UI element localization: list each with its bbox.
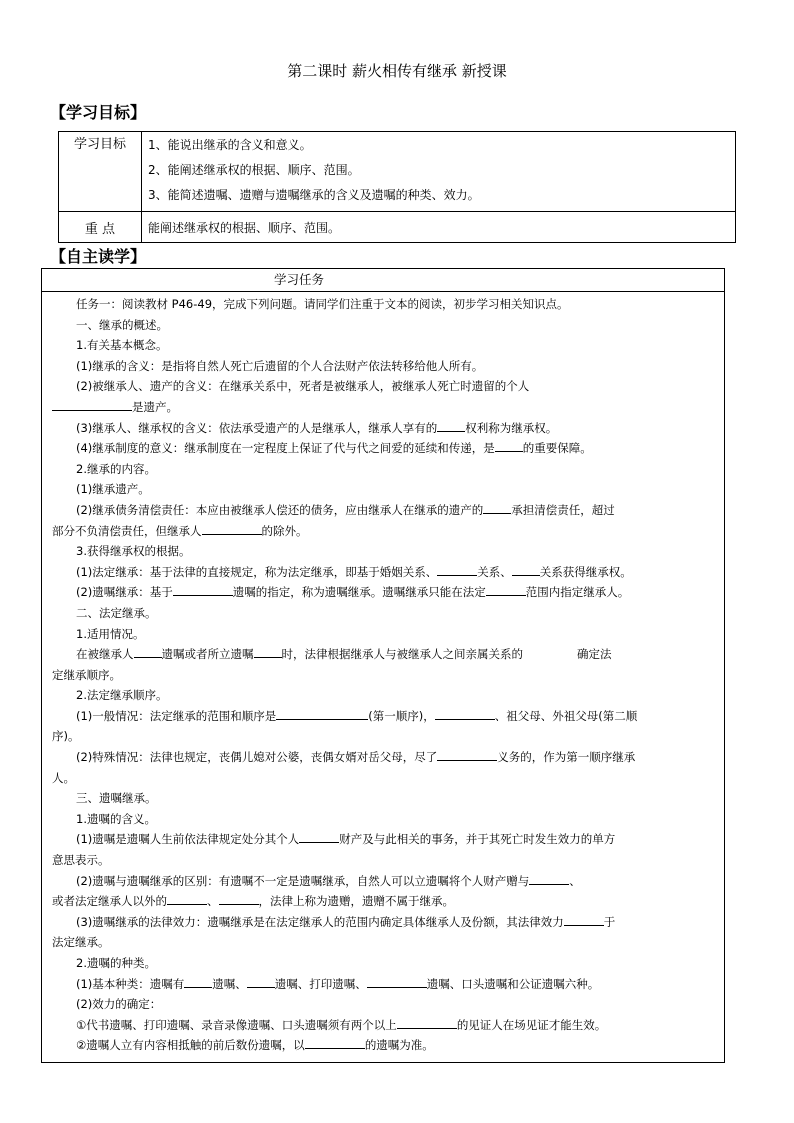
fill-blank[interactable] bbox=[219, 891, 259, 905]
objective-item: 1、能说出继承的含义和意义。 bbox=[148, 138, 312, 152]
task-line: (3)继承人、继承权的含义：依法承受遗产的人是继承人，继承人享有的 权利称为继承权。 bbox=[52, 418, 714, 439]
task-line: 法定继承。 bbox=[52, 935, 110, 950]
fill-blank[interactable] bbox=[437, 418, 465, 432]
fill-blank[interactable] bbox=[202, 521, 262, 535]
task-line: 3.获得继承权的根据。 bbox=[76, 544, 191, 559]
task-line: (2)遗嘱与遗嘱继承的区别：有遗嘱不一定是遗嘱继承，自然人可以立遗嘱将个人财产赠与 、 bbox=[52, 871, 714, 892]
fill-blank[interactable] bbox=[397, 1015, 457, 1029]
fill-blank[interactable] bbox=[184, 974, 212, 988]
page-title: 第二课时 薪火相传有继承 新授课 bbox=[287, 62, 507, 80]
task-line: (1)继承遗产。 bbox=[76, 482, 150, 497]
task-line: (1)法定继承：基于法律的直接规定，称为法定继承，即基于婚姻关系、 关系、 关系获得继承权。 bbox=[52, 562, 714, 583]
task-line: 1.适用情况。 bbox=[76, 626, 145, 641]
task-line: 1.有关基本概念。 bbox=[76, 338, 168, 353]
task-line: 任务一：阅读教材 P46-49，完成下列问题。请同学们注重于文本的阅读，初步学习相关知识点。 bbox=[76, 297, 569, 311]
task-header: 学习任务 bbox=[42, 269, 724, 292]
fill-blank[interactable] bbox=[437, 562, 477, 576]
fill-blank[interactable] bbox=[512, 562, 540, 576]
objectives-table bbox=[58, 131, 736, 243]
task-line: ①代书遗嘱、打印遗嘱、录音录像遗嘱、口头遗嘱须有两个以上 的见证人在场见证才能生效。 bbox=[52, 1015, 714, 1036]
task-line: 序)。 bbox=[52, 729, 80, 744]
task-line: 或者法定继承人以外的 、 ，法律上称为遗赠，遗赠不属于继承。 bbox=[52, 891, 714, 912]
fill-blank[interactable] bbox=[254, 644, 282, 658]
fill-blank[interactable] bbox=[529, 871, 569, 885]
task-line: (1)基本种类：遗嘱有 遗嘱、 遗嘱、打印遗嘱、 遗嘱、口头遗嘱和公证遗嘱六种。 bbox=[52, 974, 714, 995]
fill-blank[interactable] bbox=[367, 974, 427, 988]
fill-blank[interactable] bbox=[299, 829, 339, 843]
task-line: (1)遗嘱是遗嘱人生前依法律规定处分其个人 财产及与此相关的事务，并于其死亡时发生效力的单方 bbox=[52, 829, 714, 850]
objective-item: 2、能阐述继承权的根据、顺序、范围。 bbox=[148, 163, 360, 177]
task-line: (2)特殊情况：法律也规定，丧偶儿媳对公婆，丧偶女婿对岳父母，尽了 义务的，作为第一顺序继承 bbox=[52, 747, 714, 768]
task-line: (1)一般情况：法定继承的范围和顺序是 (第一顺序)， 、祖父母、外祖父母(第二顺 bbox=[52, 706, 714, 727]
task-line: 意思表示。 bbox=[52, 853, 110, 868]
fill-blank[interactable] bbox=[435, 706, 495, 720]
task-line: (2)继承债务清偿责任：本应由被继承人偿还的债务，应由继承人在继承的遗产的 承担清偿责任，超过 bbox=[52, 500, 714, 521]
section-heading-goals: 【学习目标】 bbox=[50, 103, 147, 122]
objectives-content bbox=[142, 132, 736, 212]
task-line: 一、继承的概述。 bbox=[76, 317, 168, 332]
task-line: 三、遗嘱继承。 bbox=[76, 791, 157, 806]
task-line: 1.遗嘱的含义。 bbox=[76, 811, 156, 826]
task-line: 是遗产。 bbox=[52, 397, 714, 418]
task-line: ②遗嘱人立有内容相抵触的前后数份遗嘱，以 的遗嘱为准。 bbox=[52, 1035, 714, 1056]
fill-blank[interactable] bbox=[134, 644, 162, 658]
fill-blank[interactable] bbox=[564, 912, 604, 926]
key-point-text: 能阐述继承权的根据、顺序、范围。 bbox=[142, 212, 736, 243]
task-line: 2.法定继承顺序。 bbox=[76, 688, 168, 703]
task-line: (1)继承的含义：是指将自然人死亡后遗留的个人合法财产依法转移给他人所有。 bbox=[76, 358, 484, 373]
fill-blank[interactable] bbox=[52, 397, 132, 411]
task-line: 定继承顺序。 bbox=[52, 667, 121, 682]
task-line: 人。 bbox=[52, 770, 75, 785]
task-line: (2)效力的确定： bbox=[76, 997, 162, 1012]
section-heading-reading: 【自主读学】 bbox=[50, 247, 147, 266]
task-body bbox=[42, 292, 724, 1056]
task-line: 在被继承人 遗嘱或者所立遗嘱 时，法律根据继承人与被继承人之间亲属关系的 确定法 bbox=[52, 644, 714, 665]
fill-blank[interactable] bbox=[495, 438, 523, 452]
task-line: 2.继承的内容。 bbox=[76, 461, 156, 476]
task-line: 部分不负清偿责任，但继承人 的除外。 bbox=[52, 521, 714, 542]
task-line: (2)被继承人、遗产的含义：在继承关系中，死者是被继承人，被继承人死亡时遗留的个人 bbox=[76, 379, 530, 394]
task-box bbox=[41, 268, 725, 1063]
fill-blank[interactable] bbox=[486, 582, 526, 596]
fill-blank[interactable] bbox=[173, 582, 233, 596]
objective-item: 3、能简述遗嘱、遗赠与遗嘱继承的含义及遗嘱的种类、效力。 bbox=[148, 188, 480, 202]
fill-blank[interactable] bbox=[276, 706, 368, 720]
objectives-label: 学习目标 bbox=[59, 132, 142, 212]
fill-blank[interactable] bbox=[247, 974, 275, 988]
task-line: 二、法定继承。 bbox=[76, 605, 157, 620]
fill-blank[interactable] bbox=[305, 1035, 365, 1049]
task-line: (4)继承制度的意义：继承制度在一定程度上保证了代与代之间爱的延续和传递，是 的重要保障。 bbox=[52, 438, 714, 459]
fill-blank[interactable] bbox=[483, 500, 511, 514]
task-line: 2.遗嘱的种类。 bbox=[76, 956, 156, 970]
task-line: (3)遗嘱继承的法律效力：遗嘱继承是在法定继承人的范围内确定具体继承人及份额，其法律效力 于 bbox=[52, 912, 714, 933]
key-point-label: 重 点 bbox=[59, 212, 142, 243]
task-line: (2)遗嘱继承：基于 遗嘱的指定，称为遗嘱继承。遗嘱继承只能在法定 范围内指定继承人。 bbox=[52, 582, 714, 603]
fill-blank[interactable] bbox=[167, 891, 207, 905]
fill-blank[interactable] bbox=[437, 747, 497, 761]
